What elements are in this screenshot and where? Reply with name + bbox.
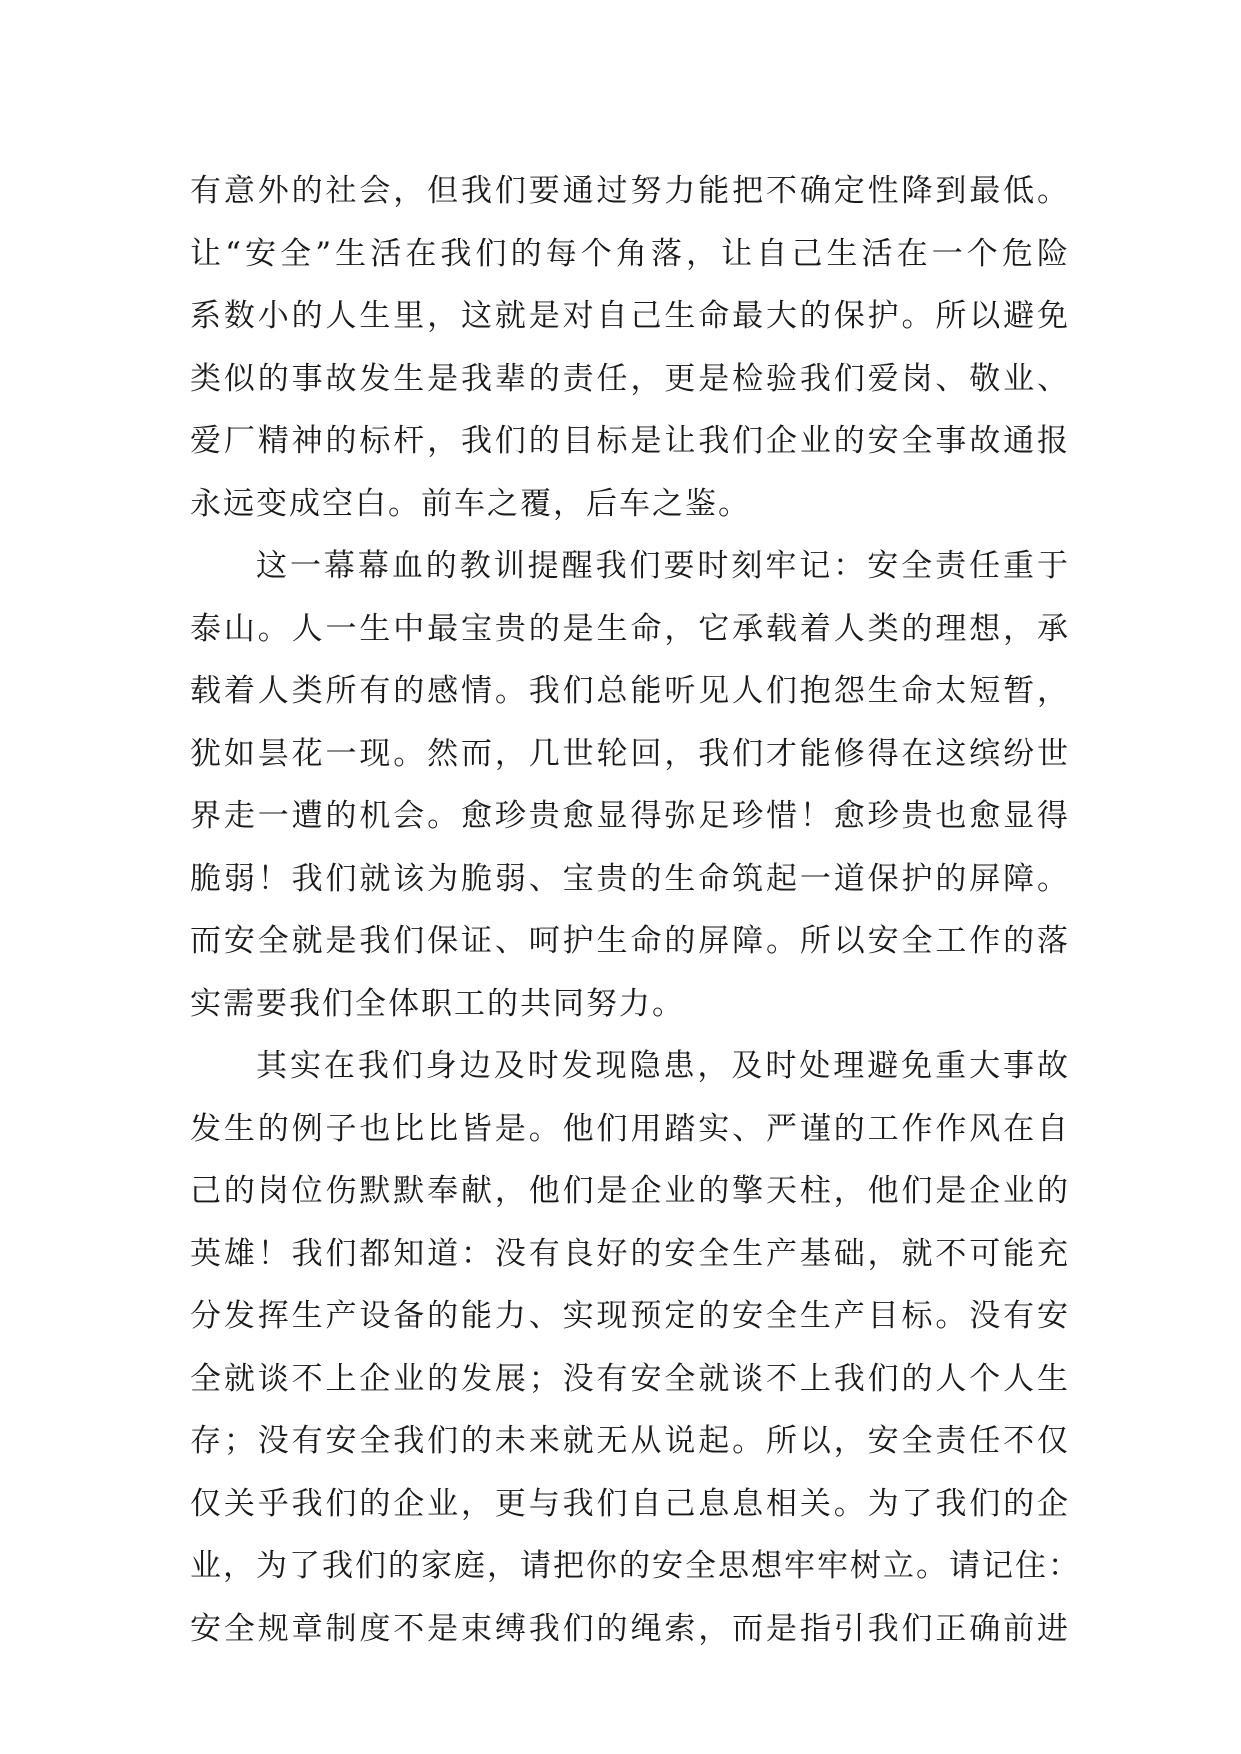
- text-line: 系数小的人生里，这就是对自己生命最大的保护。所以避免: [190, 298, 1070, 334]
- text-line: 分发挥生产设备的能力、实现预定的安全生产目标。没有安: [190, 1298, 1070, 1334]
- text-line: 而安全就是我们保证、呵护生命的屏障。所以安全工作的落: [190, 923, 1070, 959]
- text-line: 英雄！我们都知道：没有良好的安全生产基础，就不可能充: [190, 1235, 1070, 1272]
- text-line: 类似的事故发生是我辈的责任，更是检验我们爱岗、敬业、: [190, 360, 1070, 397]
- text-line: 爱厂精神的标杆，我们的目标是让我们企业的安全事故通报: [190, 423, 1070, 459]
- text-line: 全就谈不上企业的发展；没有安全就谈不上我们的人个人生: [190, 1360, 1070, 1397]
- text-line: 己的岗位伤默默奉献，他们是企业的擎天柱，他们是企业的: [190, 1173, 1070, 1209]
- paragraph-first-line: 其实在我们身边及时发现隐患，及时处理避免重大事故: [256, 1048, 1070, 1084]
- text-line: 安全规章制度不是束缚我们的绳索，而是指引我们正确前进: [190, 1610, 1070, 1647]
- text-line: 业，为了我们的家庭，请把你的安全思想牢牢树立。请记住：: [190, 1548, 1081, 1584]
- text-line: 实需要我们全体职工的共同努力。: [190, 985, 685, 1022]
- paragraph-first-line: 这一幕幕血的教训提醒我们要时刻牢记：安全责任重于: [256, 548, 1070, 584]
- text-line: 犹如昙花一现。然而，几世轮回，我们才能修得在这缤纷世: [190, 735, 1070, 772]
- text-line: 界走一遭的机会。愈珍贵愈显得弥足珍惜！愈珍贵也愈显得: [190, 798, 1070, 834]
- text-line: 载着人类所有的感情。我们总能听见人们抱怨生命太短暂，: [190, 673, 1070, 709]
- text-line: 存；没有安全我们的未来就无从说起。所以，安全责任不仅: [190, 1423, 1070, 1459]
- text-line: 脆弱！我们就该为脆弱、宝贵的生命筑起一道保护的屏障。: [190, 860, 1070, 897]
- text-line: 仅关乎我们的企业，更与我们自己息息相关。为了我们的企: [190, 1485, 1070, 1522]
- text-line: 有意外的社会，但我们要通过努力能把不确定性降到最低。: [190, 173, 1070, 209]
- text-line: 发生的例子也比比皆是。他们用踏实、严谨的工作作风在自: [190, 1110, 1070, 1147]
- body-text: [190, 160, 1081, 1660]
- text-line: 泰山。人一生中最宝贵的是生命，它承载着人类的理想，承: [190, 610, 1070, 647]
- text-line: 让“安全”生活在我们的每个角落，让自己生活在一个危险: [190, 235, 1070, 272]
- text-line: 永远变成空白。前车之覆，后车之鉴。: [190, 485, 751, 522]
